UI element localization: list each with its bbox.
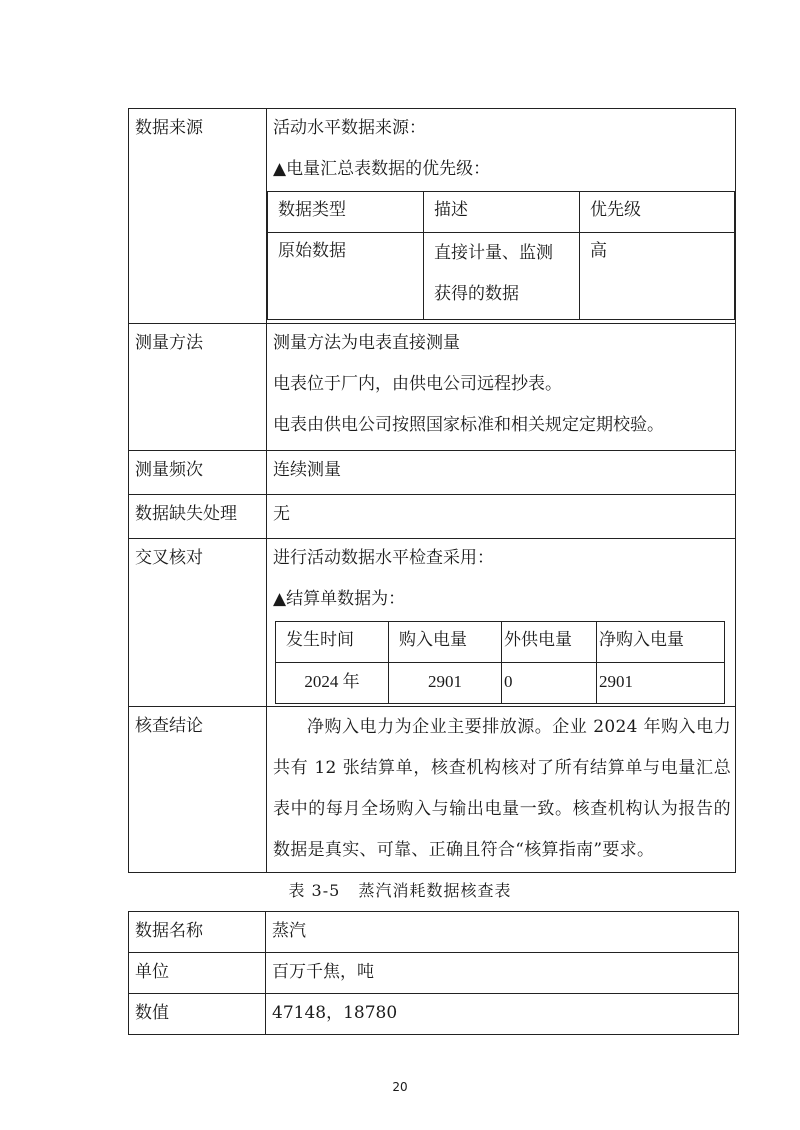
settlement-header-supplied: 外供电量 xyxy=(502,622,597,663)
method-line-3: 电表由供电公司按照国家标准和相关规定定期校验。 xyxy=(273,415,664,435)
source-line-2: ▲电量汇总表数据的优先级： xyxy=(273,159,491,179)
settlement-header-row xyxy=(276,622,725,663)
conclusion-paragraph: 净购入电力为企业主要排放源。企业 2024 年购入电力共有 12 张结算单，核查机构核对了所有结算单与电量汇总表中的每月全场购入与输出电量一致。核查机构认为报告的数据是真实、可靠、正确且符合“核算指南”要求。 xyxy=(273,717,731,860)
label-cross-check: 交叉核对 xyxy=(135,548,203,568)
page-number: 20 xyxy=(392,1080,408,1094)
label-measurement-frequency: 测量频次 xyxy=(135,460,203,480)
settlement-header-time: 发生时间 xyxy=(276,622,389,663)
settlement-data-row xyxy=(276,663,725,704)
priority-header-level: 优先级 xyxy=(580,192,735,233)
row-data-source xyxy=(129,109,736,324)
priority-table xyxy=(267,191,735,320)
label-missing-data: 数据缺失处理 xyxy=(135,504,237,524)
steam-row-value xyxy=(129,994,739,1035)
priority-cell-desc: 直接计量、监测获得的数据 xyxy=(424,233,580,320)
steam-label-name: 数据名称 xyxy=(129,912,266,953)
settlement-cell-supplied: 0 xyxy=(502,663,597,704)
source-line-1: 活动水平数据来源： xyxy=(273,118,426,138)
steam-label-unit: 单位 xyxy=(129,953,266,994)
row-missing-data xyxy=(129,495,736,539)
steam-value-name: 蒸汽 xyxy=(266,912,739,953)
steam-row-name xyxy=(129,912,739,953)
method-line-1: 测量方法为电表直接测量 xyxy=(273,333,460,353)
label-measurement-method: 测量方法 xyxy=(135,333,203,353)
row-conclusion xyxy=(129,707,736,873)
priority-data-row xyxy=(268,233,735,320)
steam-data-table xyxy=(128,911,739,1035)
priority-header-row xyxy=(268,192,735,233)
steam-value-value: 47148，18780 xyxy=(266,994,739,1035)
method-line-2: 电表位于厂内，由供电公司远程抄表。 xyxy=(273,374,562,394)
label-conclusion: 核查结论 xyxy=(135,716,203,736)
settlement-cell-purchased: 2901 xyxy=(389,663,502,704)
priority-cell-type: 原始数据 xyxy=(268,233,424,320)
missing-value: 无 xyxy=(273,504,290,524)
crosscheck-line-1: 进行活动数据水平检查采用： xyxy=(273,548,494,568)
settlement-cell-net: 2901 xyxy=(597,663,725,704)
steam-row-unit xyxy=(129,953,739,994)
row-cross-check xyxy=(129,539,736,707)
priority-header-type: 数据类型 xyxy=(268,192,424,233)
main-data-table xyxy=(128,108,736,873)
settlement-table xyxy=(275,621,725,704)
label-data-source: 数据来源 xyxy=(135,118,203,138)
steam-label-value: 数值 xyxy=(129,994,266,1035)
settlement-header-purchased: 购入电量 xyxy=(389,622,502,663)
row-measurement-frequency xyxy=(129,451,736,495)
frequency-value: 连续测量 xyxy=(273,460,341,480)
priority-header-desc: 描述 xyxy=(424,192,580,233)
crosscheck-line-2: ▲结算单数据为： xyxy=(273,589,406,609)
settlement-header-net: 净购入电量 xyxy=(597,622,725,663)
settlement-cell-time: 2024 年 xyxy=(276,663,389,704)
priority-cell-level: 高 xyxy=(580,233,735,320)
row-measurement-method xyxy=(129,324,736,451)
table-caption: 表 3-5 蒸汽消耗数据核查表 xyxy=(288,881,512,900)
steam-value-unit: 百万千焦，吨 xyxy=(266,953,739,994)
